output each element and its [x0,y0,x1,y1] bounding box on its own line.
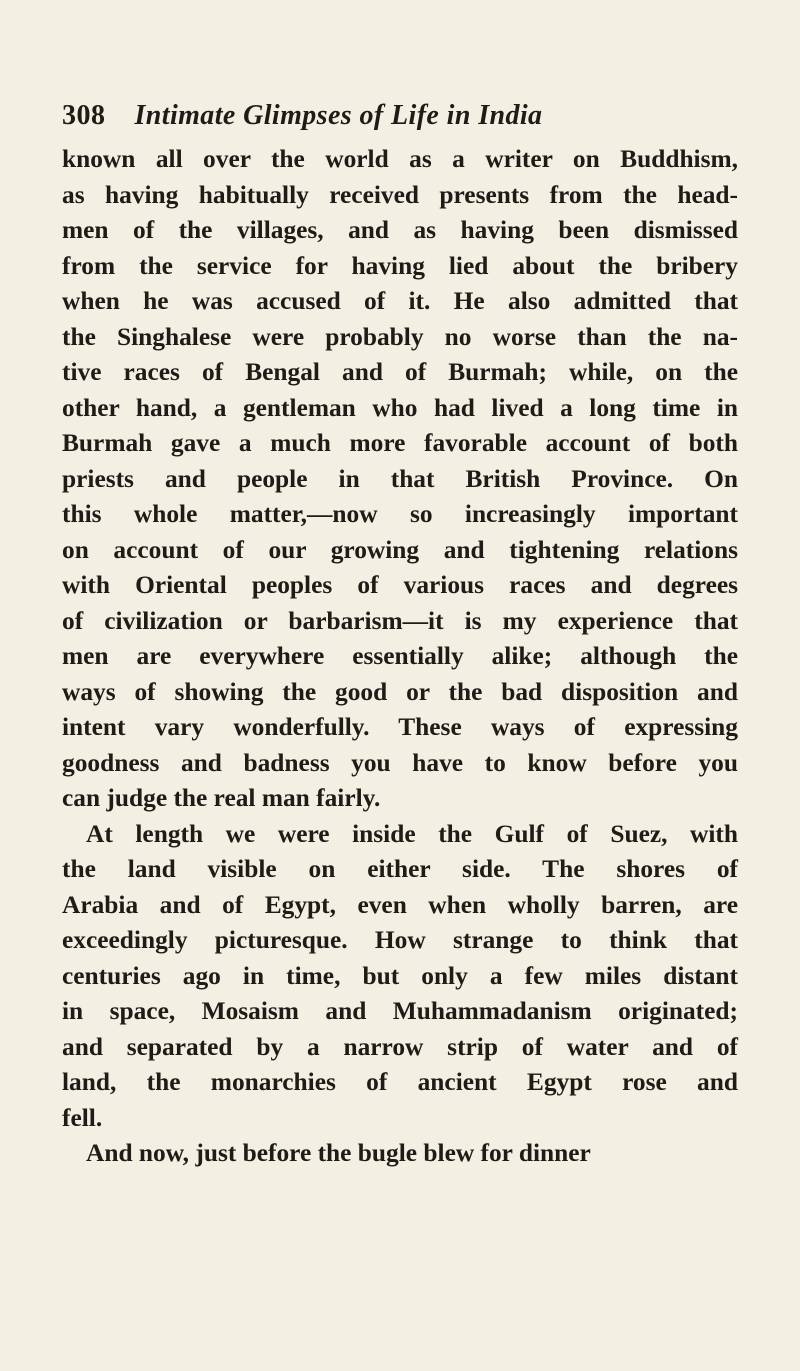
text-line: goodness and badness you have to know before you [62,748,738,777]
text-line: tive races of Bengal and of Burmah; while, on the [62,358,738,386]
text-line: when he was accused of it. He also admitted that [62,287,738,315]
text-line: on account of our growing and tightening relations [62,535,738,564]
page-number: 308 [62,100,106,131]
text-line: fell. [62,1103,103,1132]
text-line: known all over the world as a writer on Buddhism, [62,145,738,173]
text-line: centuries ago in time, but only a few miles distant [62,961,738,990]
text-line: men are everywhere essentially alike; although the [62,642,738,670]
text-line: Burmah gave a much more favorable account of both [62,429,738,457]
text-line: ways of showing the good or the bad disposition and [62,677,738,706]
text-line: the Singhalese were probably no worse than the na- [62,322,738,351]
body-text [62,142,738,1172]
running-title: Intimate Glimpses of Life in India [134,100,543,131]
text-line: other hand, a gentleman who had lived a long time in [62,393,738,422]
text-line: and separated by a narrow strip of water and of [62,1032,738,1061]
text-line: At length we were inside the Gulf of Suez, with [86,819,738,848]
text-line: the land visible on either side. The shores of [62,855,738,883]
text-line: of civilization or barbarism—it is my experience that [62,606,738,635]
text-line: land, the monarchies of ancient Egypt rose and [62,1068,738,1096]
text-line: in space, Mosaism and Muhammadanism originated; [62,997,738,1025]
text-line: with Oriental peoples of various races and degrees [62,571,738,599]
text-line: men of the villages, and as having been dismissed [62,216,738,244]
text-line: can judge the real man fairly. [62,784,381,812]
text-line: from the service for having lied about the bribery [62,251,738,280]
text-line: this whole matter,—now so increasingly important [62,500,738,528]
running-head [62,96,738,136]
text-line: intent vary wonderfully. These ways of expressing [62,713,738,741]
text-line: as having habitually received presents from the head- [62,180,738,209]
text-line: priests and people in that British Province. On [62,464,738,493]
text-line: And now, just before the bugle blew for dinner [86,1139,591,1167]
text-line: Arabia and of Egypt, even when wholly barren, are [62,890,738,919]
text-line: exceedingly picturesque. How strange to think that [62,926,738,954]
